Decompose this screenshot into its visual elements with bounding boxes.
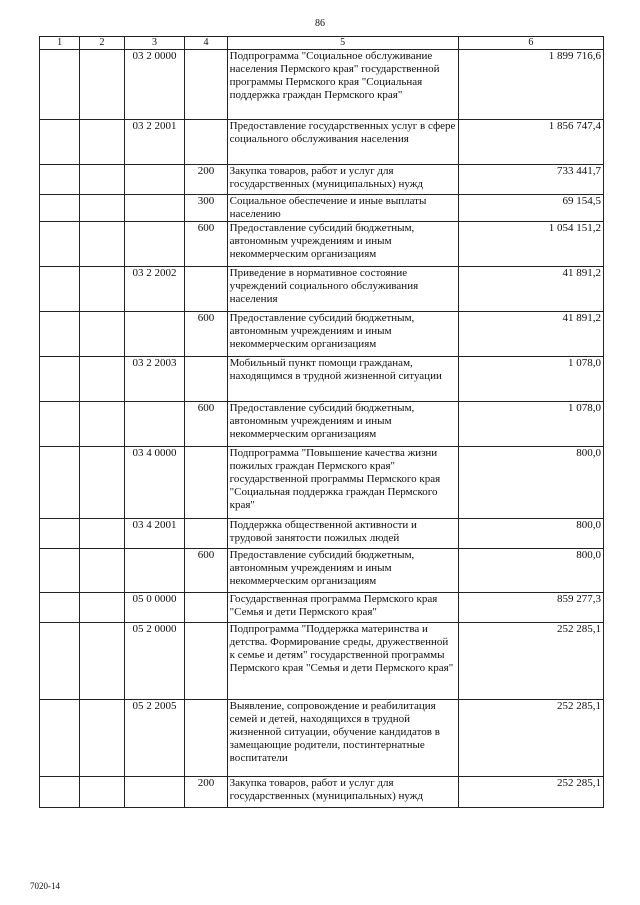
- table-row: [40, 312, 604, 357]
- table-row: [40, 700, 604, 777]
- table-row: [40, 777, 604, 808]
- cell-col2: [80, 549, 124, 593]
- cell-col2: [80, 447, 124, 519]
- cell-col2: [80, 120, 124, 165]
- table-row: [40, 165, 604, 195]
- column-header: 3: [124, 37, 185, 50]
- header-row: [40, 37, 604, 50]
- cell-col2: [80, 402, 124, 447]
- amount-cell: 859 277,3: [458, 593, 603, 623]
- target-code-cell: 03 2 0000: [124, 50, 185, 120]
- amount-cell: 252 285,1: [458, 700, 603, 777]
- table-row: [40, 222, 604, 267]
- cell-col2: [80, 623, 124, 700]
- expense-type-cell: [185, 120, 227, 165]
- cell-col2: [80, 777, 124, 808]
- amount-cell: 1 856 747,4: [458, 120, 603, 165]
- target-code-cell: 05 0 0000: [124, 593, 185, 623]
- item-name-cell: Социальное обеспечение и иные выплаты населению: [227, 195, 458, 222]
- cell-col1: [40, 402, 80, 447]
- expense-type-cell: [185, 519, 227, 549]
- expense-type-cell: [185, 447, 227, 519]
- item-name-cell: Выявление, сопровождение и реабилитация семей и детей, находящихся в трудной жизненной ситуации, обучение кандидатов в замещающие родители, постинтернатные воспитатели: [227, 700, 458, 777]
- table-row: [40, 120, 604, 165]
- amount-cell: 41 891,2: [458, 312, 603, 357]
- amount-cell: 733 441,7: [458, 165, 603, 195]
- table-body: [40, 50, 604, 808]
- column-header: 6: [458, 37, 603, 50]
- item-name-cell: Государственная программа Пермского края "Семья и дети Пермского края": [227, 593, 458, 623]
- cell-col2: [80, 312, 124, 357]
- expense-type-cell: [185, 593, 227, 623]
- cell-col1: [40, 593, 80, 623]
- target-code-cell: [124, 165, 185, 195]
- item-name-cell: Подпрограмма "Повышение качества жизни пожилых граждан Пермского края" государственной программы Пермского края "Социальная поддержка граждан Пермского края": [227, 447, 458, 519]
- table-row: [40, 267, 604, 312]
- amount-cell: 1 078,0: [458, 357, 603, 402]
- amount-cell: 800,0: [458, 549, 603, 593]
- expense-type-cell: 600: [185, 402, 227, 447]
- item-name-cell: Подпрограмма "Поддержка материнства и детства. Формирование среды, дружественной к семье и детям" государственной программы Пермского края "Семья и дети Пермского края": [227, 623, 458, 700]
- cell-col2: [80, 593, 124, 623]
- cell-col2: [80, 700, 124, 777]
- expense-type-cell: [185, 623, 227, 700]
- page-number: 86: [315, 18, 325, 29]
- expense-type-cell: 200: [185, 165, 227, 195]
- item-name-cell: Подпрограмма "Социальное обслуживание населения Пермского края" государственной программы Пермского края "Социальная поддержка граждан Пермского края": [227, 50, 458, 120]
- column-header: 4: [185, 37, 227, 50]
- target-code-cell: 03 2 2001: [124, 120, 185, 165]
- table-row: [40, 519, 604, 549]
- cell-col1: [40, 312, 80, 357]
- table-row: [40, 549, 604, 593]
- amount-cell: 800,0: [458, 519, 603, 549]
- target-code-cell: [124, 312, 185, 357]
- target-code-cell: 03 2 2002: [124, 267, 185, 312]
- item-name-cell: Поддержка общественной активности и трудовой занятости пожилых людей: [227, 519, 458, 549]
- cell-col1: [40, 623, 80, 700]
- cell-col2: [80, 222, 124, 267]
- cell-col2: [80, 50, 124, 120]
- expense-type-cell: 600: [185, 312, 227, 357]
- budget-table: [39, 36, 604, 808]
- table-row: [40, 593, 604, 623]
- cell-col1: [40, 222, 80, 267]
- target-code-cell: 03 4 0000: [124, 447, 185, 519]
- cell-col1: [40, 357, 80, 402]
- table-row: [40, 402, 604, 447]
- footer-code: 7020-14: [30, 881, 60, 891]
- item-name-cell: Предоставление субсидий бюджетным, автономным учреждениям и иным некоммерческим организациям: [227, 312, 458, 357]
- amount-cell: 1 899 716,6: [458, 50, 603, 120]
- expense-type-cell: 600: [185, 549, 227, 593]
- target-code-cell: 03 4 2001: [124, 519, 185, 549]
- amount-cell: 800,0: [458, 447, 603, 519]
- expense-type-cell: 200: [185, 777, 227, 808]
- amount-cell: 1 078,0: [458, 402, 603, 447]
- cell-col1: [40, 700, 80, 777]
- cell-col2: [80, 357, 124, 402]
- cell-col1: [40, 777, 80, 808]
- item-name-cell: Мобильный пункт помощи гражданам, находящимся в трудной жизненной ситуации: [227, 357, 458, 402]
- amount-cell: 252 285,1: [458, 623, 603, 700]
- target-code-cell: [124, 777, 185, 808]
- table-row: [40, 447, 604, 519]
- amount-cell: 1 054 151,2: [458, 222, 603, 267]
- cell-col1: [40, 447, 80, 519]
- table-row: [40, 195, 604, 222]
- target-code-cell: [124, 549, 185, 593]
- item-name-cell: Предоставление государственных услуг в сфере социального обслуживания населения: [227, 120, 458, 165]
- table-row: [40, 623, 604, 700]
- item-name-cell: Предоставление субсидий бюджетным, автономным учреждениям и иным некоммерческим организациям: [227, 549, 458, 593]
- item-name-cell: Предоставление субсидий бюджетным, автономным учреждениям и иным некоммерческим организациям: [227, 222, 458, 267]
- cell-col1: [40, 195, 80, 222]
- item-name-cell: Закупка товаров, работ и услуг для государственных (муниципальных) нужд: [227, 777, 458, 808]
- cell-col1: [40, 50, 80, 120]
- cell-col1: [40, 519, 80, 549]
- expense-type-cell: [185, 700, 227, 777]
- cell-col1: [40, 549, 80, 593]
- cell-col2: [80, 519, 124, 549]
- target-code-cell: [124, 222, 185, 267]
- amount-cell: 69 154,5: [458, 195, 603, 222]
- target-code-cell: 03 2 2003: [124, 357, 185, 402]
- expense-type-cell: [185, 50, 227, 120]
- column-header: 5: [227, 37, 458, 50]
- item-name-cell: Закупка товаров, работ и услуг для государственных (муниципальных) нужд: [227, 165, 458, 195]
- column-header: 1: [40, 37, 80, 50]
- expense-type-cell: [185, 357, 227, 402]
- target-code-cell: 05 2 2005: [124, 700, 185, 777]
- table-row: [40, 357, 604, 402]
- column-header: 2: [80, 37, 124, 50]
- target-code-cell: [124, 195, 185, 222]
- cell-col1: [40, 267, 80, 312]
- expense-type-cell: [185, 267, 227, 312]
- target-code-cell: 05 2 0000: [124, 623, 185, 700]
- item-name-cell: Приведение в нормативное состояние учреждений социального обслуживания населения: [227, 267, 458, 312]
- cell-col2: [80, 195, 124, 222]
- target-code-cell: [124, 402, 185, 447]
- cell-col2: [80, 165, 124, 195]
- cell-col1: [40, 120, 80, 165]
- cell-col1: [40, 165, 80, 195]
- expense-type-cell: 300: [185, 195, 227, 222]
- item-name-cell: Предоставление субсидий бюджетным, автономным учреждениям и иным некоммерческим организациям: [227, 402, 458, 447]
- amount-cell: 41 891,2: [458, 267, 603, 312]
- expense-type-cell: 600: [185, 222, 227, 267]
- cell-col2: [80, 267, 124, 312]
- amount-cell: 252 285,1: [458, 777, 603, 808]
- table-row: [40, 50, 604, 120]
